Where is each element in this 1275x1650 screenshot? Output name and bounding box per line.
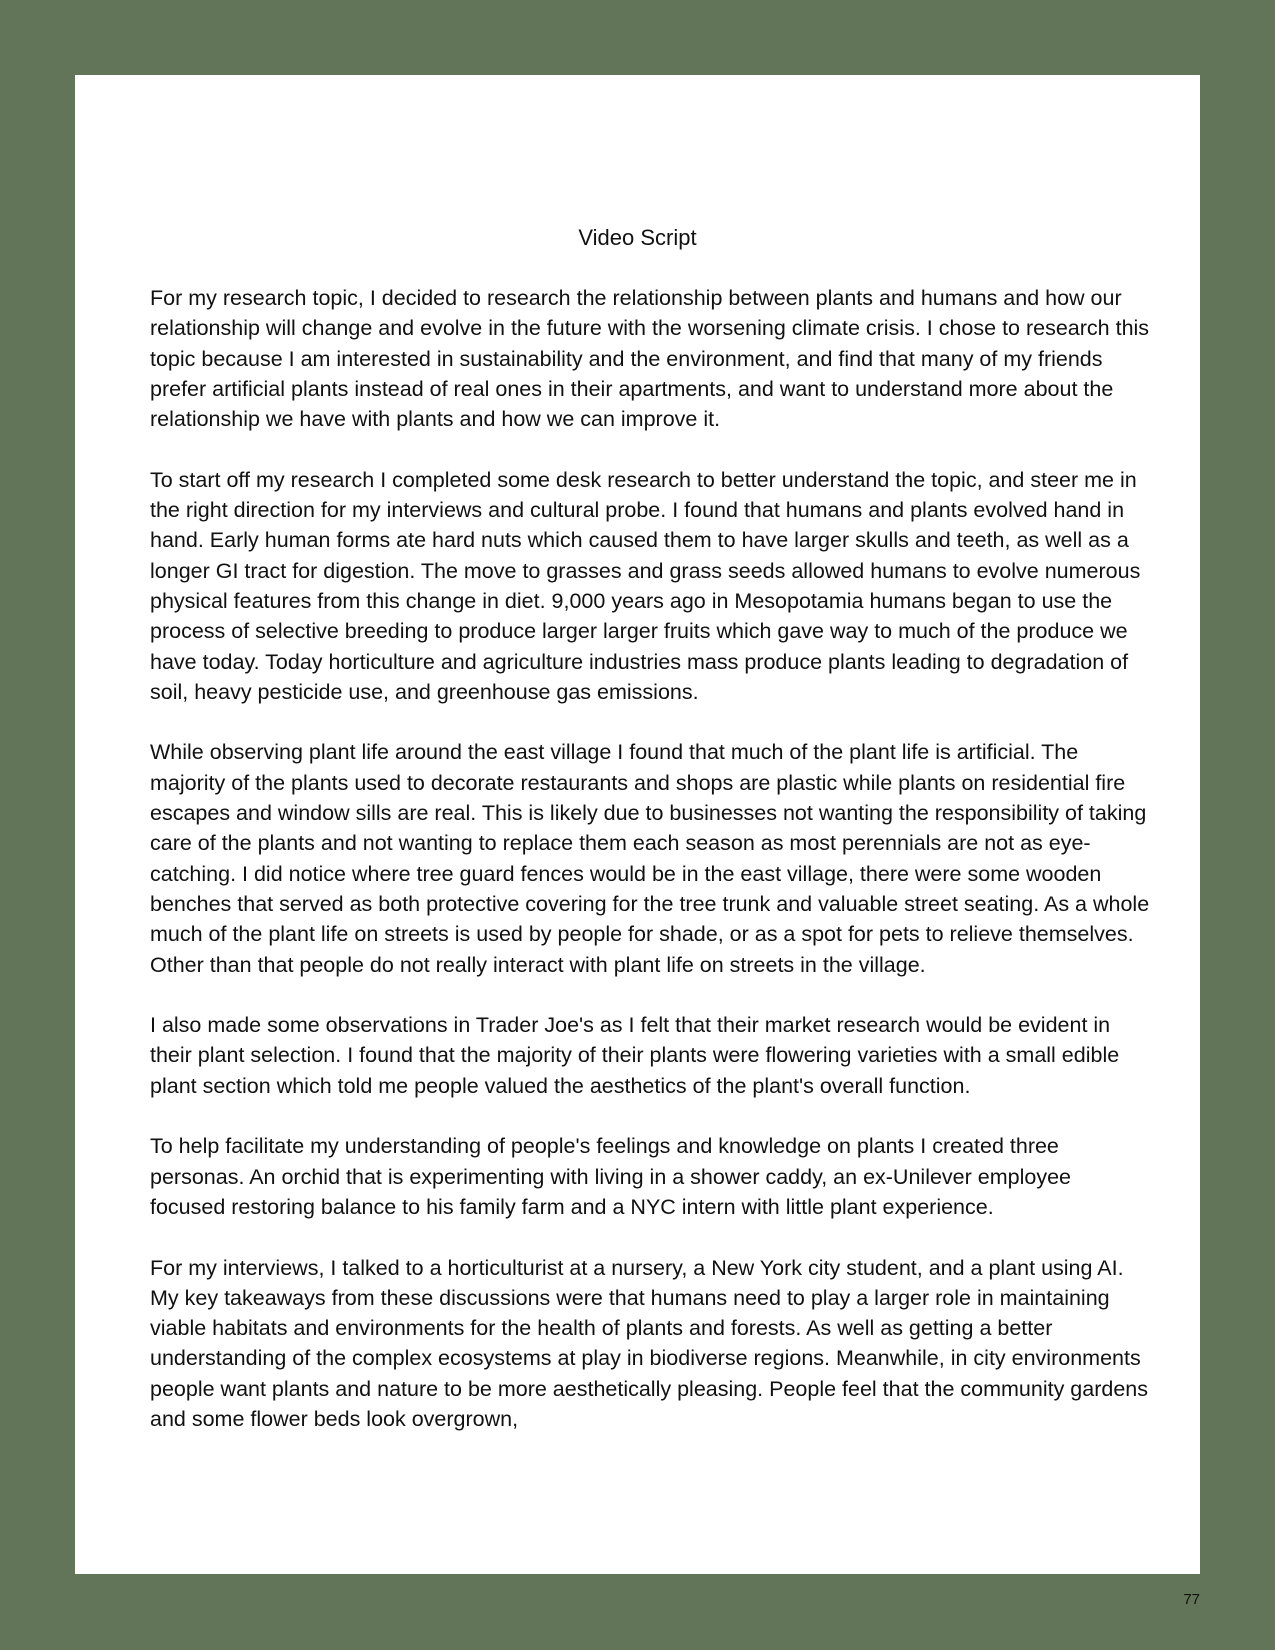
page-number: 77 <box>1183 1591 1200 1608</box>
script-body <box>150 283 1150 1465</box>
paragraph-trader-joes-observation: I also made some observations in Trader Joe's as I felt that their market research would be evident in their plant selection. I found that the majority of their plants were flowering varieties with a small edible plant section which told me people valued the aesthetics of the plant's overall function. <box>150 1013 1120 1098</box>
document-page <box>75 75 1200 1574</box>
paragraph-research-topic: For my research topic, I decided to research the relationship between plants and humans and how our relationship will change and evolve in the future with the worsening climate crisis. I chose to research this topic because I am interested in sustainability and the environment, and find that many of my friends prefer artificial plants instead of real ones in their apartments, and want to understand more about the relationship we have with plants and how we can improve it. <box>150 286 1150 432</box>
paragraph-personas: To help facilitate my understanding of people's feelings and knowledge on plants I created three personas. An orchid that is experimenting with living in a shower caddy, an ex-Unilever employee focused restoring balance to his family farm and a NYC intern with little plant experience. <box>150 1134 1071 1219</box>
paragraph-east-village-observation: While observing plant life around the east village I found that much of the plant life is artificial. The majority of the plants used to decorate restaurants and shops are plastic while plants on residential fire escapes and window sills are real. This is likely due to businesses not wanting the responsibility of taking care of the plants and not wanting to replace them each season as most perennials are not as eye-catching. I did notice where tree guard fences would be in the east village, there were some wooden benches that served as both protective covering for the tree trunk and valuable street seating. As a whole much of the plant life on streets is used by people for shade, or as a spot for pets to relieve themselves. Other than that people do not really interact with plant life on streets in the village. <box>150 740 1150 977</box>
paragraph-desk-research: To start off my research I completed some desk research to better understand the topic, and steer me in the right direction for my interviews and cultural probe. I found that humans and plants evolved hand in hand. Early human forms ate hard nuts which caused them to have larger skulls and teeth, as well as a longer GI tract for digestion. The move to grasses and grass seeds allowed humans to evolve numerous physical features from this change in diet. 9,000 years ago in Mesopotamia humans began to use the process of selective breeding to produce larger larger fruits which gave way to much of the produce we have today. Today horticulture and agriculture industries mass produce plants leading to degradation of soil, heavy pesticide use, and greenhouse gas emissions. <box>150 467 1141 704</box>
page-title: Video Script <box>578 225 697 250</box>
paragraph-interviews: For my interviews, I talked to a horticulturist at a nursery, a New York city student, and a plant using AI. My key takeaways from these discussions were that humans need to play a larger role in maintaining viable habitats and environments for the health of plants and forests. As well as getting a better understanding of the complex ecosystems at play in biodiverse regions. Meanwhile, in city environments people want plants and nature to be more aesthetically pleasing. People feel that the community gardens and some flower beds look overgrown, <box>150 1255 1148 1431</box>
